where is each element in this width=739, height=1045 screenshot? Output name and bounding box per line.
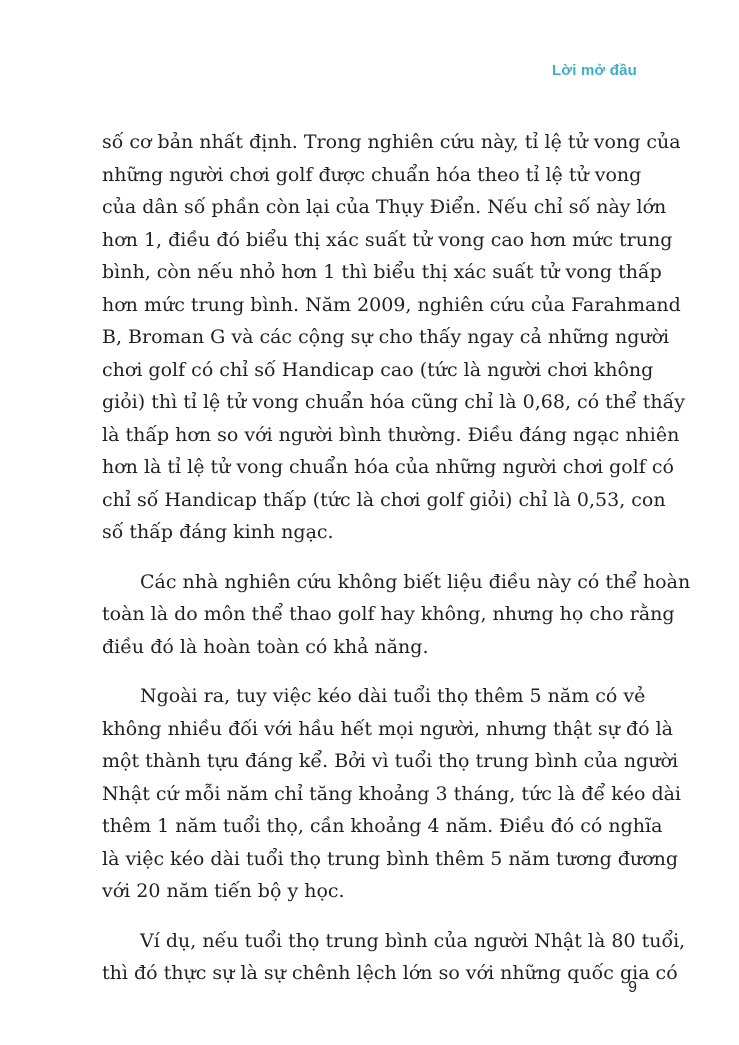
- running-header-section-title: Lời mở đầu: [552, 62, 637, 79]
- text-line: hơn 1, điều đó biểu thị xác suất tử vong cao hơn mức trung: [102, 228, 673, 251]
- text-line: giỏi) thì tỉ lệ tử vong chuẩn hóa cũng chỉ là 0,68, có thể thấy: [102, 391, 686, 413]
- text-line: bình, còn nếu nhỏ hơn 1 thì biểu thị xác suất tử vong thấp: [102, 261, 662, 283]
- text-line: chỉ số Handicap thấp (tức là chơi golf giỏi) chỉ là 0,53, con: [102, 488, 666, 511]
- body-text: [102, 126, 691, 1007]
- paragraph-3: [102, 680, 682, 908]
- text-line: B, Broman G và các cộng sự cho thấy ngay cả những người: [102, 326, 670, 348]
- text-line: hơn là tỉ lệ tử vong chuẩn hóa của những người chơi golf có: [102, 456, 674, 478]
- text-line: hơn mức trung bình. Năm 2009, nghiên cứu của Farahmand: [102, 293, 681, 316]
- paragraph-2: [102, 566, 691, 664]
- paragraph-4: [102, 925, 686, 990]
- text-line: một thành tựu đáng kể. Bởi vì tuổi thọ trung bình của người: [102, 750, 679, 772]
- text-line: điều đó là hoàn toàn có khả năng.: [102, 635, 429, 658]
- page-number: 9: [628, 979, 637, 996]
- text-line: số thấp đáng kinh ngạc.: [102, 521, 334, 543]
- text-line: Ngoài ra, tuy việc kéo dài tuổi thọ thêm 5 năm có vẻ: [140, 685, 646, 707]
- text-line: Nhật cứ mỗi năm chỉ tăng khoảng 3 tháng, tức là để kéo dài: [102, 782, 682, 805]
- text-line: là việc kéo dài tuổi thọ trung bình thêm 5 năm tương đương: [102, 847, 679, 870]
- text-line: những người chơi golf được chuẩn hóa theo tỉ lệ tử vong: [102, 163, 642, 186]
- text-line: thì đó thực sự là sự chênh lệch lớn so với những quốc gia có: [102, 962, 678, 984]
- text-line: chơi golf có chỉ số Handicap cao (tức là người chơi không: [102, 358, 654, 381]
- text-line: toàn là do môn thể thao golf hay không, nhưng họ cho rằng: [102, 603, 675, 625]
- text-line: với 20 năm tiến bộ y học.: [102, 880, 345, 902]
- paragraph-1: [102, 126, 686, 549]
- text-line: của dân số phần còn lại của Thụy Điển. Nếu chỉ số này lớn: [102, 196, 667, 218]
- text-line: thêm 1 năm tuổi thọ, cần khoảng 4 năm. Điều đó có nghĩa: [102, 815, 663, 837]
- text-line: số cơ bản nhất định. Trong nghiên cứu này, tỉ lệ tử vong của: [102, 131, 681, 153]
- text-line: Các nhà nghiên cứu không biết liệu điều này có thể hoàn: [140, 570, 691, 593]
- text-line: không nhiều đối với hầu hết mọi người, nhưng thật sự đó là: [102, 717, 673, 740]
- text-line: là thấp hơn so với người bình thường. Điều đáng ngạc nhiên: [102, 423, 680, 446]
- text-line: Ví dụ, nếu tuổi thọ trung bình của người Nhật là 80 tuổi,: [140, 929, 686, 952]
